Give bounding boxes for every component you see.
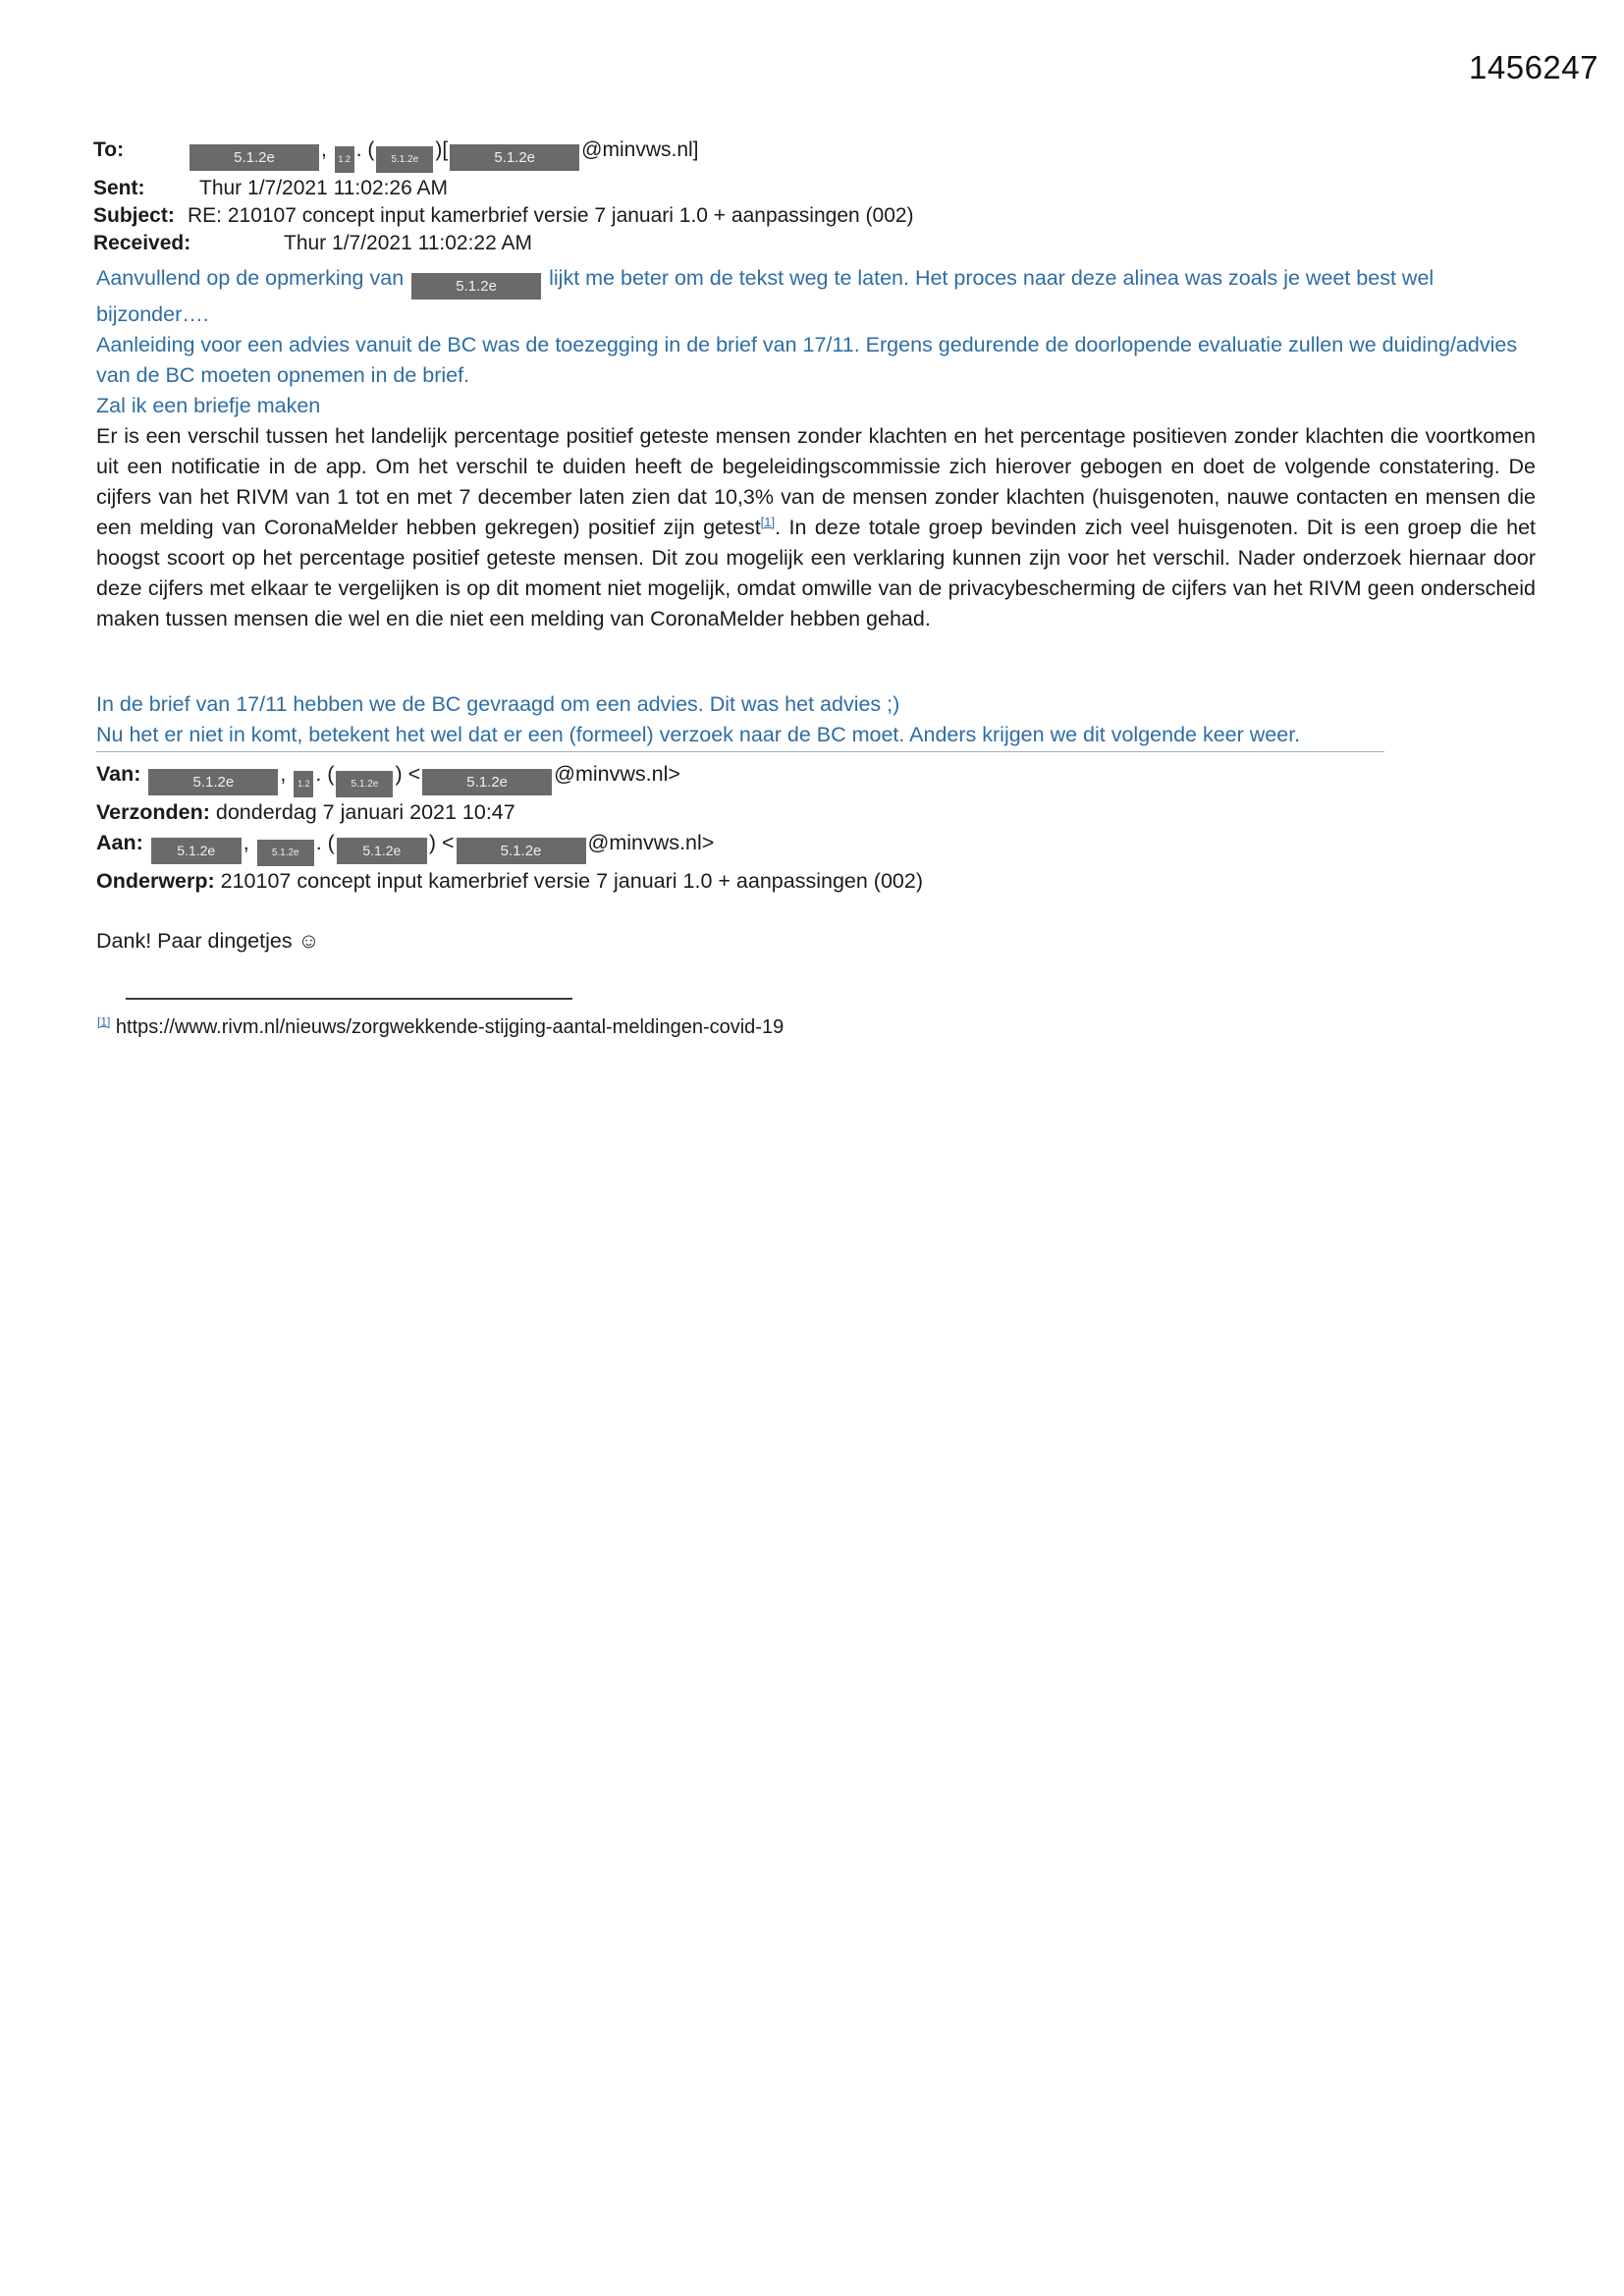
quoted-row-aan — [96, 828, 1536, 866]
aan-value: 5.1.2e , 5.1.2e . ( 5.1.2e ) < 5.1.2e @minvws.nl> — [149, 831, 715, 854]
closing-line: Dank! Paar dingetjes ☺ — [96, 929, 320, 953]
header-row-received — [93, 231, 1537, 255]
quoted-row-van — [96, 759, 1536, 797]
footnote-separator — [126, 998, 572, 1000]
quoted-row-verzonden — [96, 797, 1536, 828]
redaction-box: 5.1.2e — [411, 273, 541, 300]
header-row-sent — [93, 176, 1537, 200]
sent-label: Sent: — [93, 177, 145, 199]
footnote-url: https://www.rivm.nl/nieuws/zorgwekkende-stijging-aantal-meldingen-covid-19 — [115, 1016, 785, 1038]
subject-label: Subject: — [93, 204, 175, 227]
redaction-box: 5.1.2e — [337, 838, 427, 864]
reply-paragraph-1: Aanvullend op de opmerking van 5.1.2e lijkt me beter om de tekst weg te laten. Het proces naar deze alinea was zoals je weet best wel bijzonder…. — [96, 266, 1435, 326]
header-row-to — [93, 137, 1537, 173]
onderwerp-label: Onderwerp: — [96, 869, 215, 893]
to-value: 5.1.2e , 1.2 . ( 5.1.2e )[ 5.1.2e @minvws.nl] — [188, 137, 1537, 173]
header-row-subject — [93, 203, 1537, 228]
quoted-row-onderwerp — [96, 866, 1536, 897]
quoted-message-header — [96, 759, 1536, 897]
redaction-box: 5.1.2e — [336, 771, 393, 797]
reply-paragraph-4: In de brief van 17/11 hebben we de BC gevraagd om een advies. Dit was het advies ;) — [96, 692, 900, 716]
reply-paragraph-5: Nu het er niet in komt, betekent het wel dat er een (formeel) verzoek naar de BC moet. Anders krijgen we dit volgende keer weer. — [96, 720, 1384, 752]
van-value: 5.1.2e , 1.2 . ( 5.1.2e ) < 5.1.2e @minvws.nl> — [146, 762, 680, 786]
email-header — [93, 137, 1537, 258]
redaction-box: 5.1.2e — [151, 838, 242, 864]
subject-value: RE: 210107 concept input kamerbrief versie 7 januari 1.0 + aanpassingen (002) — [188, 204, 914, 227]
footnote — [97, 1013, 784, 1041]
footnote-reference[interactable]: [1] — [760, 514, 776, 529]
email-body — [96, 263, 1536, 957]
van-label: Van: — [96, 762, 141, 786]
document-number: 1456247 — [1469, 49, 1598, 85]
quoted-advice-paragraph: Er is een verschil tussen het landelijk percentage positief geteste mensen zonder klachten en het percentage positieven zonder klachten die voortkomen uit een notificatie in de app. Om het verschil te duiden heeft de begeleidingscommissie zich hierover gebogen en doet de volgende constatering. De cijfers van het RIVM van 1 tot en met 7 december laten zien dat 10,3% van de mensen zonder klachten (huisgenoten, nauwe contacten en mensen die een melding van CoronaMelder hebben gekregen) positief zijn getest[1]. In deze totale groep bevinden zich veel huisgenoten. Dit is een groep die het hoogst scoort op het percentage positief geteste mensen. Dit zou mogelijk een verklaring kunnen zijn voor het verschil. Nader onderzoek hiernaar door deze cijfers met elkaar te vergelijken is op dit moment niet mogelijk, omdat omwille van de privacybescherming de cijfers van het RIVM geen onderscheid maken tussen mensen die wel en die niet een melding van CoronaMelder hebben gehad. — [96, 424, 1536, 630]
redaction-box: 5.1.2e — [257, 840, 314, 866]
reply-paragraph-2: Aanleiding voor een advies vanuit de BC was de toezegging in de brief van 17/11. Ergens gedurende de doorlopende evaluatie zullen we duiding/advies van de BC moeten opnemen in de brief. — [96, 333, 1518, 387]
redaction-box: 5.1.2e — [148, 769, 278, 795]
to-label: To: — [93, 138, 125, 161]
onderwerp-value: 210107 concept input kamerbrief versie 7 januari 1.0 + aanpassingen (002) — [220, 869, 923, 893]
footnote-marker[interactable]: [1] — [97, 1014, 111, 1029]
redaction-box: 5.1.2e — [376, 146, 433, 173]
verzonden-value: donderdag 7 januari 2021 10:47 — [215, 800, 515, 824]
received-label: Received: — [93, 232, 191, 254]
redaction-box: 5.1.2e — [189, 144, 319, 171]
redaction-box: 1.2 — [294, 771, 313, 797]
redaction-box: 5.1.2e — [457, 838, 586, 864]
redaction-box: 5.1.2e — [422, 769, 552, 795]
received-value: Thur 1/7/2021 11:02:22 AM — [284, 232, 532, 254]
verzonden-label: Verzonden: — [96, 800, 210, 824]
redaction-box: 1.2 — [335, 146, 354, 173]
sent-value: Thur 1/7/2021 11:02:26 AM — [199, 177, 448, 199]
redaction-box: 5.1.2e — [450, 144, 579, 171]
aan-label: Aan: — [96, 831, 143, 854]
reply-paragraph-3: Zal ik een briefje maken — [96, 394, 321, 417]
